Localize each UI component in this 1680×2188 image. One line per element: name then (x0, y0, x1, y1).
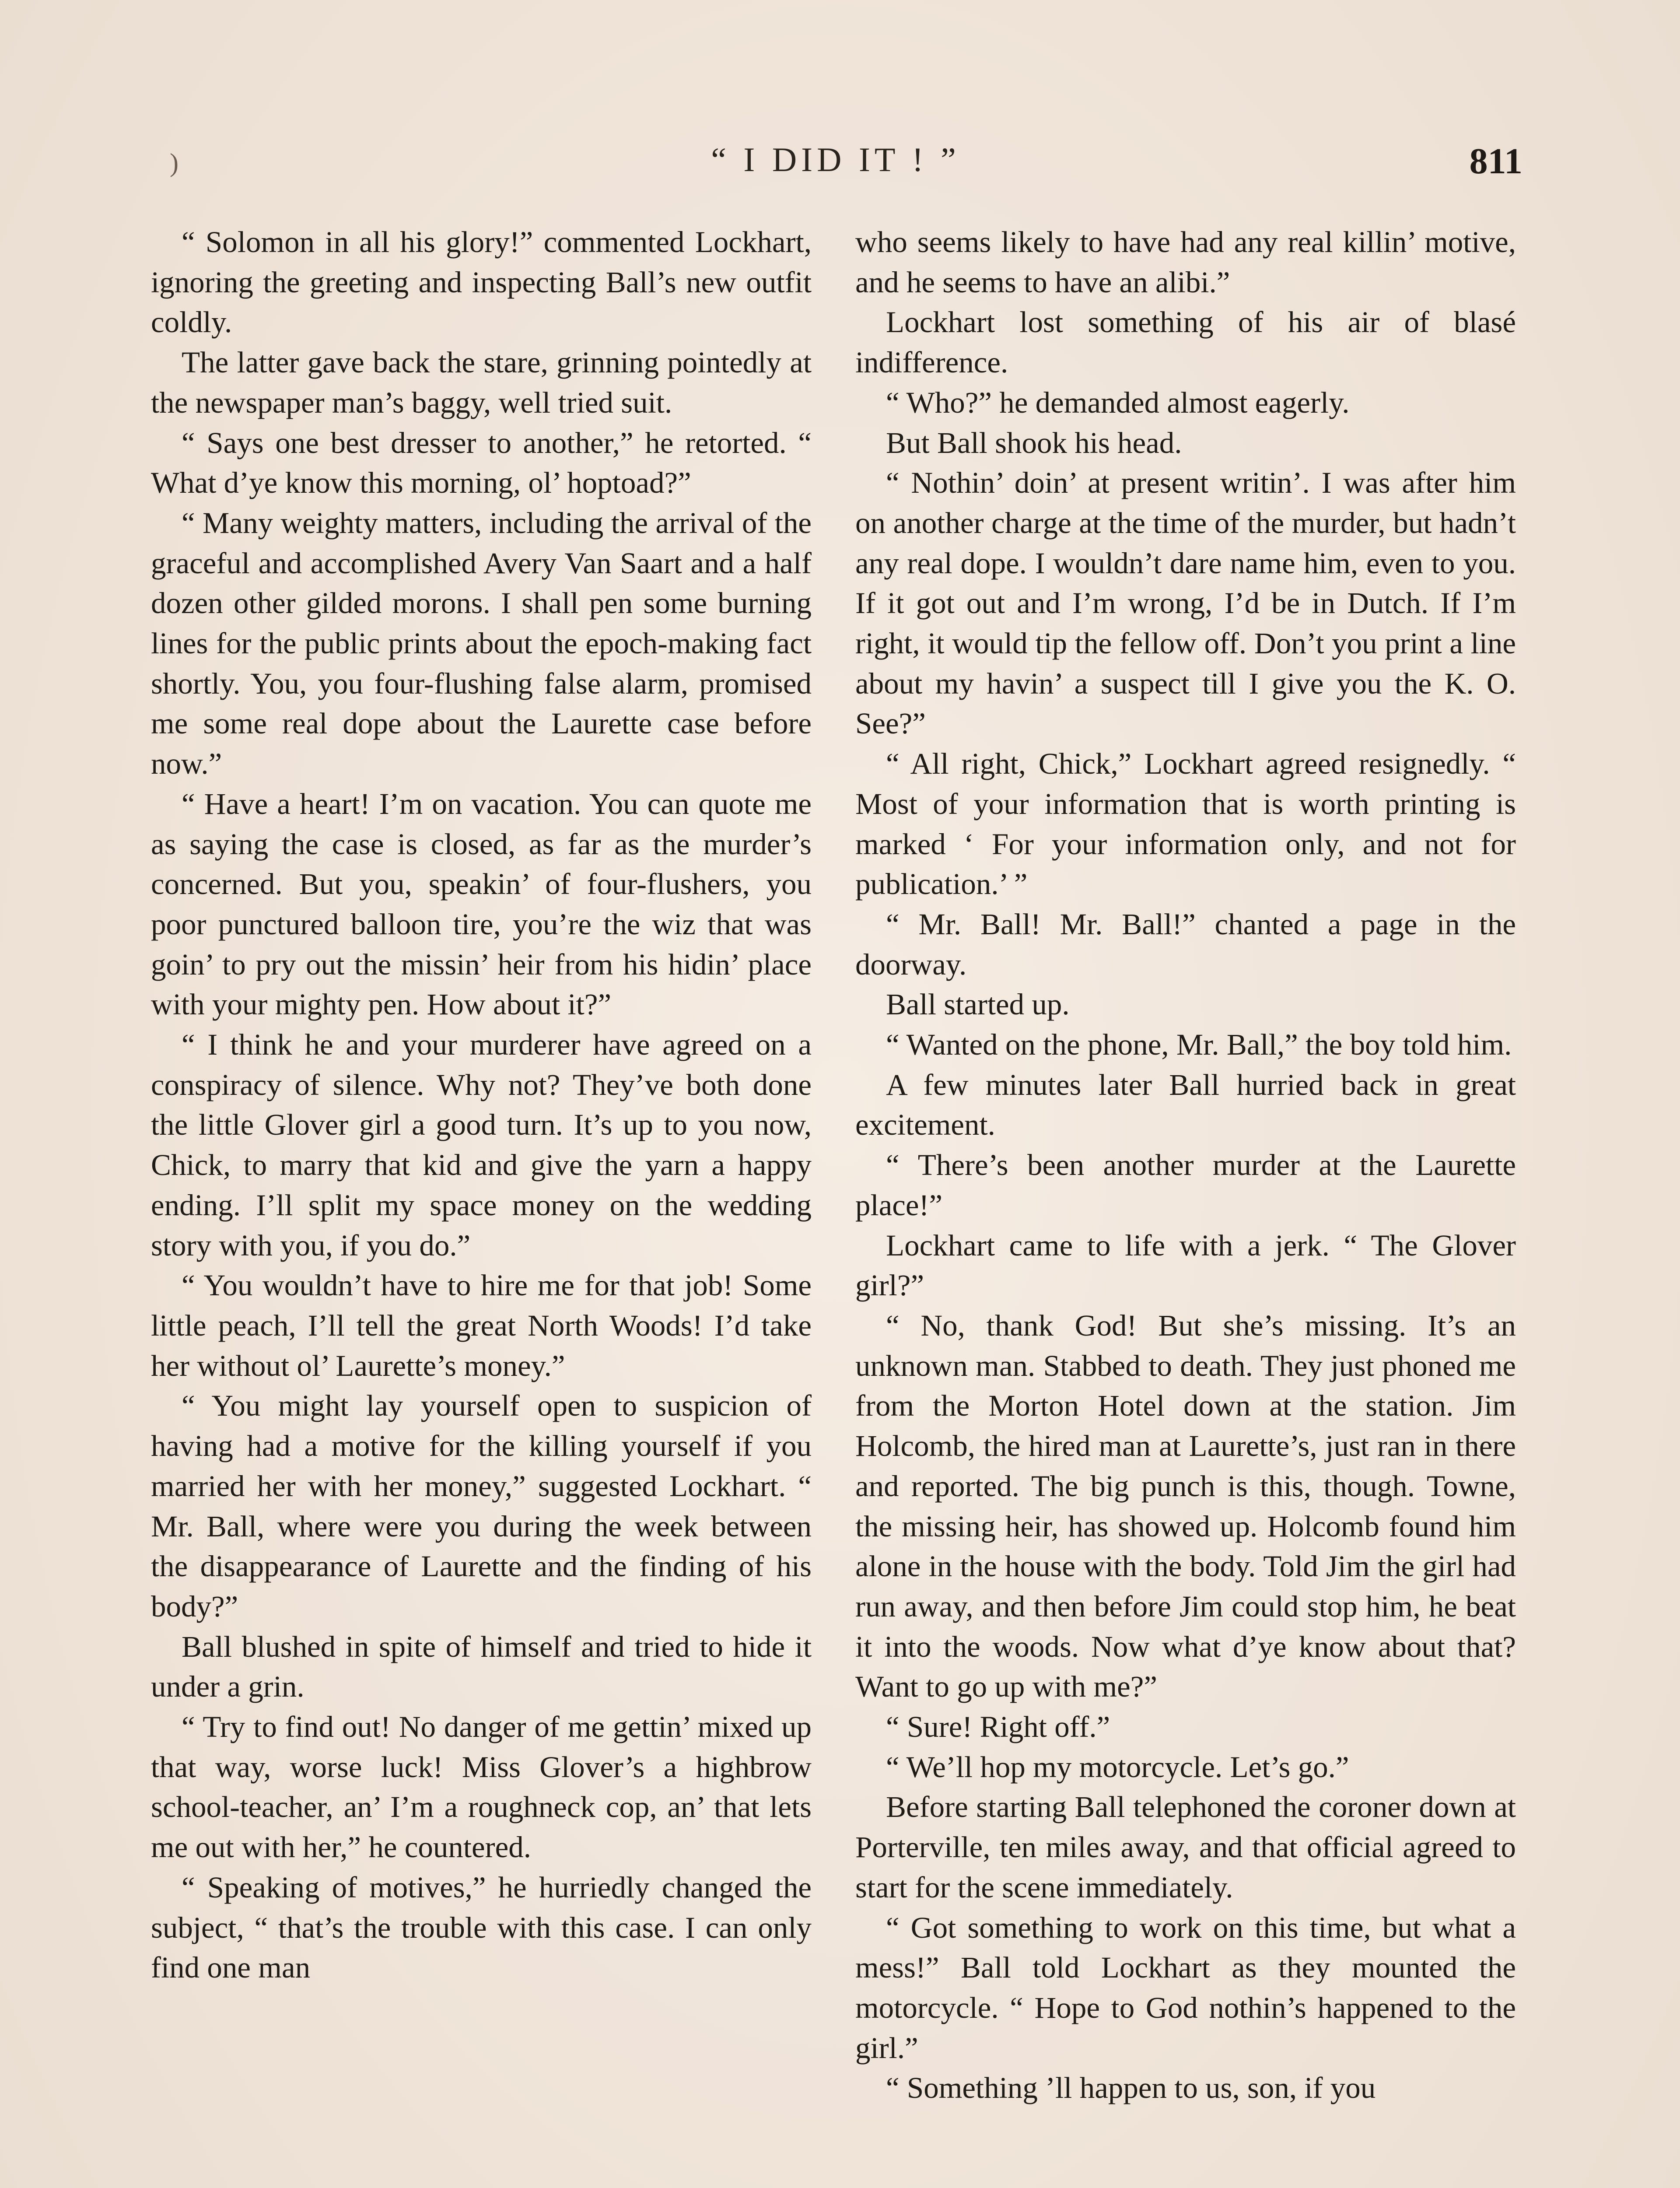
paragraph: “ Many weighty matters, including the arrival of the graceful and accomplished Avery Van Saart and a half dozen other gilded morons. I shall pen some burning lines for the public prints about the epoch-making fact shortly. You, you four-flushing false alarm, promised me some real dope about the Laurette case before now.” (151, 506, 812, 781)
paragraph: “ Says one best dresser to another,” he retorted. “ What d’ye know this morning, ol’ hoptoad?” (151, 426, 812, 500)
paragraph: “ Speaking of motives,” he hurriedly changed the subject, “ that’s the trouble with this case. I can only find one man (151, 1870, 812, 1985)
paragraph: “ We’ll hop my motorcycle. Let’s go.” (886, 1750, 1349, 1784)
paragraph: Lockhart came to life with a jerk. “ The Glover girl?” (855, 1228, 1516, 1302)
running-head (0, 140, 1680, 201)
paragraph: But Ball shook his head. (886, 426, 1182, 459)
page-mark: ) (170, 148, 178, 177)
paragraph: “ No, thank God! But she’s missing. It’s an unknown man. Stabbed to death. They just phoned me from the Morton Hotel down at the station. Jim Holcomb, the hired man at Laurette’s, just ran in there and reported. The big punch is this, though. Towne, the missing heir, has showed up. Holcomb found him alone in the house with the body. Told Jim the girl had run away, and then before Jim could stop him, he beat it into the woods. Now what d’ye know about that? Want to go up with me?” (855, 1308, 1516, 1704)
paragraph: “ Something ’ll happen to us, son, if you (886, 2071, 1376, 2105)
paragraph: “ You wouldn’t have to hire me for that job! Some little peach, I’ll tell the great North Woods! I’d take her without ol’ Laurette’s money.” (151, 1269, 812, 1382)
left-column (151, 222, 812, 1988)
paragraph: Ball blushed in spite of himself and tried to hide it under a grin. (151, 1630, 812, 1704)
paragraph: “ There’s been another murder at the Laurette place!” (855, 1148, 1516, 1222)
paragraph: “ Got something to work on this time, but what a mess!” Ball told Lockhart as they mounted the motorcycle. “ Hope to God nothin’s happened to the girl.” (855, 1911, 1516, 2065)
paragraph: Ball started up. (886, 988, 1070, 1021)
paragraph: “ Wanted on the phone, Mr. Ball,” the boy told him. (886, 1028, 1512, 1062)
page-number: 811 (1469, 141, 1522, 182)
paragraph: “ Who?” he demanded almost eagerly. (886, 386, 1350, 419)
paragraph: “ Try to find out! No danger of me gettin’ mixed up that way, worse luck! Miss Glover’s a highbrow school-teacher, an’ I’m a roughneck cop, an’ that lets me out with her,” he countered. (151, 1710, 812, 1864)
paragraph: The latter gave back the stare, grinning pointedly at the newspaper man’s baggy, well tried suit. (151, 346, 812, 419)
paragraph: A few minutes later Ball hurried back in great excitement. (855, 1068, 1516, 1142)
paragraph: “ Have a heart! I’m on vacation. You can quote me as saying the case is closed, as far as the murder’s concerned. But you, speakin’ of four-flushers, you poor punctured balloon tire, you’re the wiz that was goin’ to pry out the missin’ heir from his hidin’ place with your mighty pen. How about it?” (151, 787, 812, 1021)
chapter-title: “ I DID IT ! ” (711, 140, 960, 179)
paragraph: “ Solomon in all his glory!” commented Lockhart, ignoring the greeting and inspecting Ball’s new outfit coldly. (151, 225, 812, 339)
paragraph: “ Nothin’ doin’ at present writin’. I was after him on another charge at the time of the murder, but hadn’t any real dope. I wouldn’t dare name him, even to you. If it got out and I’m wrong, I’d be in Dutch. If I’m right, it would tip the fellow off. Don’t you print a line about my havin’ a suspect till I give you the K. O. See?” (855, 466, 1516, 740)
paragraph: who seems likely to have had any real killin’ motive, and he seems to have an alibi.” (855, 225, 1516, 299)
paragraph: Lockhart lost something of his air of blasé indifference. (855, 305, 1516, 379)
paragraph: “ I think he and your murderer have agreed on a conspiracy of silence. Why not? They’ve both done the little Glover girl a good turn. It’s up to you now, Chick, to marry that kid and give the yarn a happy ending. I’ll split my space money on the wedding story with you, if you do.” (151, 1028, 812, 1262)
paragraph: Before starting Ball telephoned the coroner down at Porterville, ten miles away, and that official agreed to start for the scene immediately. (855, 1790, 1516, 1904)
right-column (855, 222, 1516, 2108)
paragraph: “ You might lay yourself open to suspicion of having had a motive for the killing yourself if you married her with her money,” suggested Lockhart. “ Mr. Ball, where were you during the week between the disappearance of Laurette and the finding of his body?” (151, 1389, 812, 1623)
paragraph: “ Sure! Right off.” (886, 1710, 1110, 1744)
paragraph: “ Mr. Ball! Mr. Ball!” chanted a page in the doorway. (855, 907, 1516, 981)
paragraph: “ All right, Chick,” Lockhart agreed resignedly. “ Most of your information that is worth printing is marked ‘ For your information only, and not for publication.’ ” (855, 747, 1516, 901)
